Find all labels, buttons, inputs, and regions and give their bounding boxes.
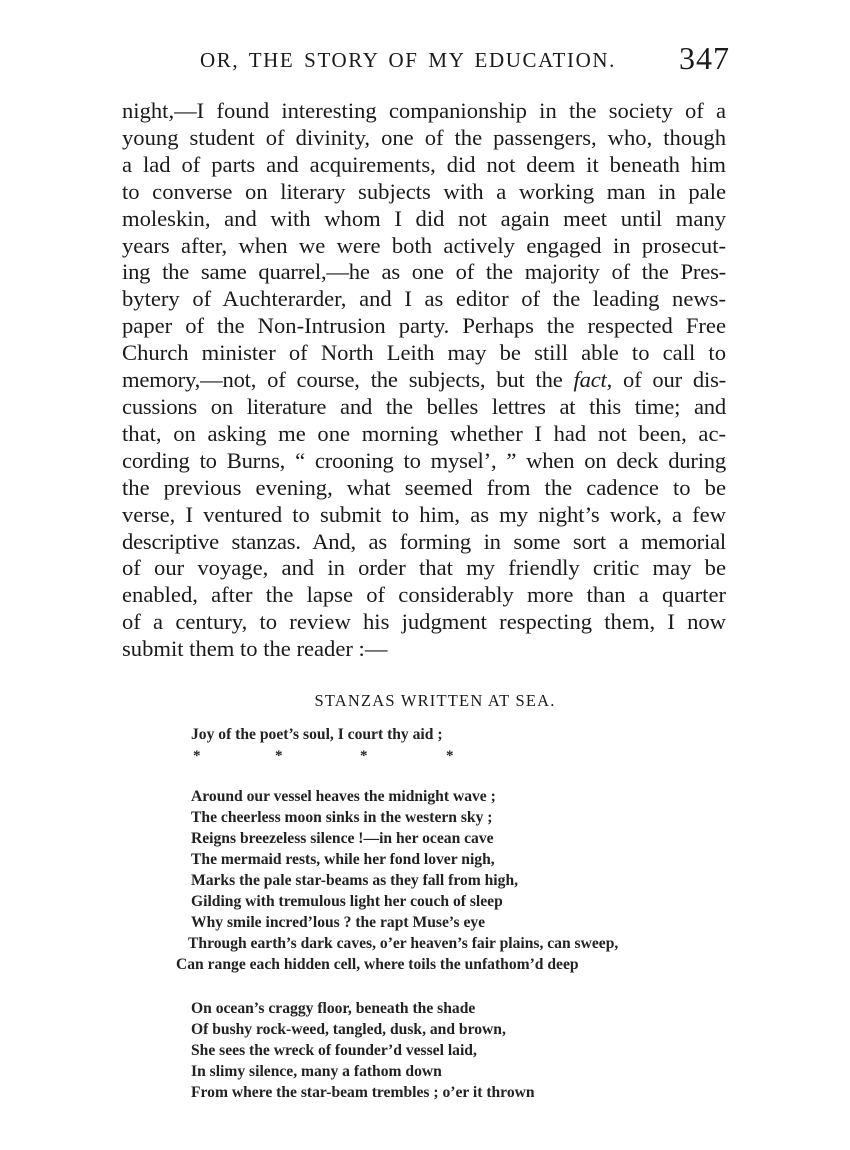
text-line: that, on asking me one morning whether I had not been, ac- (122, 420, 726, 446)
text-line: to converse on literary subjects with a working man in pale (122, 178, 726, 204)
text-line: young student of divinity, one of the passengers, who, though (122, 124, 726, 150)
poem-epigraph: Joy of the poet’s soul, I court thy aid ; (191, 726, 443, 743)
body-paragraph (122, 98, 726, 663)
text-line: night,—I found interesting companionship in the society of a (122, 98, 726, 123)
text-line: years after, when we were both actively engaged in prosecut- (122, 232, 726, 258)
text-fragment: memory,—not, of course, the subjects, but the (122, 367, 574, 393)
text-fragment: , of our dis- (606, 367, 726, 393)
asterisk: * (275, 748, 283, 764)
text-line: cussions on literature and the belles lettres at this time; and (122, 393, 726, 419)
poem-title: STANZAS WRITTEN AT SEA. (314, 691, 556, 710)
poem-line: Why smile incred’lous ? the rapt Muse’s eye (191, 914, 486, 931)
text-line: bytery of Auchterarder, and I as editor of the leading news- (122, 286, 726, 312)
poem-line: From where the star-beam trembles ; o’er it thrown (191, 1084, 535, 1101)
text-line: enabled, after the lapse of considerably more than a quarter (122, 582, 726, 608)
asterisk: * (193, 748, 201, 764)
running-head (120, 40, 730, 80)
text-line: cording to Burns, “ crooning to mysel’, ” when on deck during (122, 447, 726, 473)
page-number: 347 (679, 40, 730, 76)
poem-line: Reigns breezeless silence !—in her ocean cave (191, 830, 494, 847)
text-line: of a century, to review his judgment respecting them, I now (122, 609, 726, 635)
text-line: moleskin, and with whom I did not again meet until many (122, 205, 726, 231)
poem-line: Gilding with tremulous light her couch of sleep (191, 893, 503, 910)
poem-line: The cheerless moon sinks in the western sky ; (191, 809, 493, 826)
text-line: the previous evening, what seemed from the cadence to be (122, 474, 726, 500)
text-line: descriptive stanzas. And, as forming in some sort a memorial (122, 528, 726, 554)
running-head-title: OR, THE STORY OF MY EDUCATION. (200, 48, 616, 72)
asterisk: * (360, 748, 368, 764)
text-line: of our voyage, and in order that my friendly critic may be (122, 555, 726, 581)
poem-line: On ocean’s craggy floor, beneath the shade (191, 1000, 476, 1017)
text-line: submit them to the reader :— (122, 636, 388, 662)
asterisk: * (446, 748, 454, 764)
text-line: ing the same quarrel,—he as one of the majority of the Pres- (122, 259, 726, 285)
poem-line: She sees the wreck of founder’d vessel laid, (191, 1042, 477, 1059)
text-line: paper of the Non-Intrusion party. Perhaps the respected Free (122, 313, 726, 339)
text-line: Church minister of North Leith may be still able to call to (122, 340, 726, 366)
text-line-with-italic (122, 367, 726, 394)
poem-line: Around our vessel heaves the midnight wave ; (191, 788, 496, 805)
poem-line: In slimy silence, many a fathom down (191, 1063, 442, 1080)
poem-line: Through earth’s dark caves, o’er heaven’s fair plains, can sweep, (188, 935, 619, 952)
text-line: verse, I ventured to submit to him, as my night’s work, a few (122, 501, 726, 527)
poem-line: The mermaid rests, while her fond lover nigh, (191, 851, 495, 868)
poem-line: Can range each hidden cell, where toils the unfathom’d deep (176, 956, 579, 973)
poem-line: Marks the pale star-beams as they fall from high, (191, 872, 519, 889)
text-line: a lad of parts and acquirements, did not deem it beneath him (122, 151, 726, 177)
poem-line: Of bushy rock-weed, tangled, dusk, and brown, (191, 1021, 506, 1038)
italic-word: fact (573, 367, 607, 393)
